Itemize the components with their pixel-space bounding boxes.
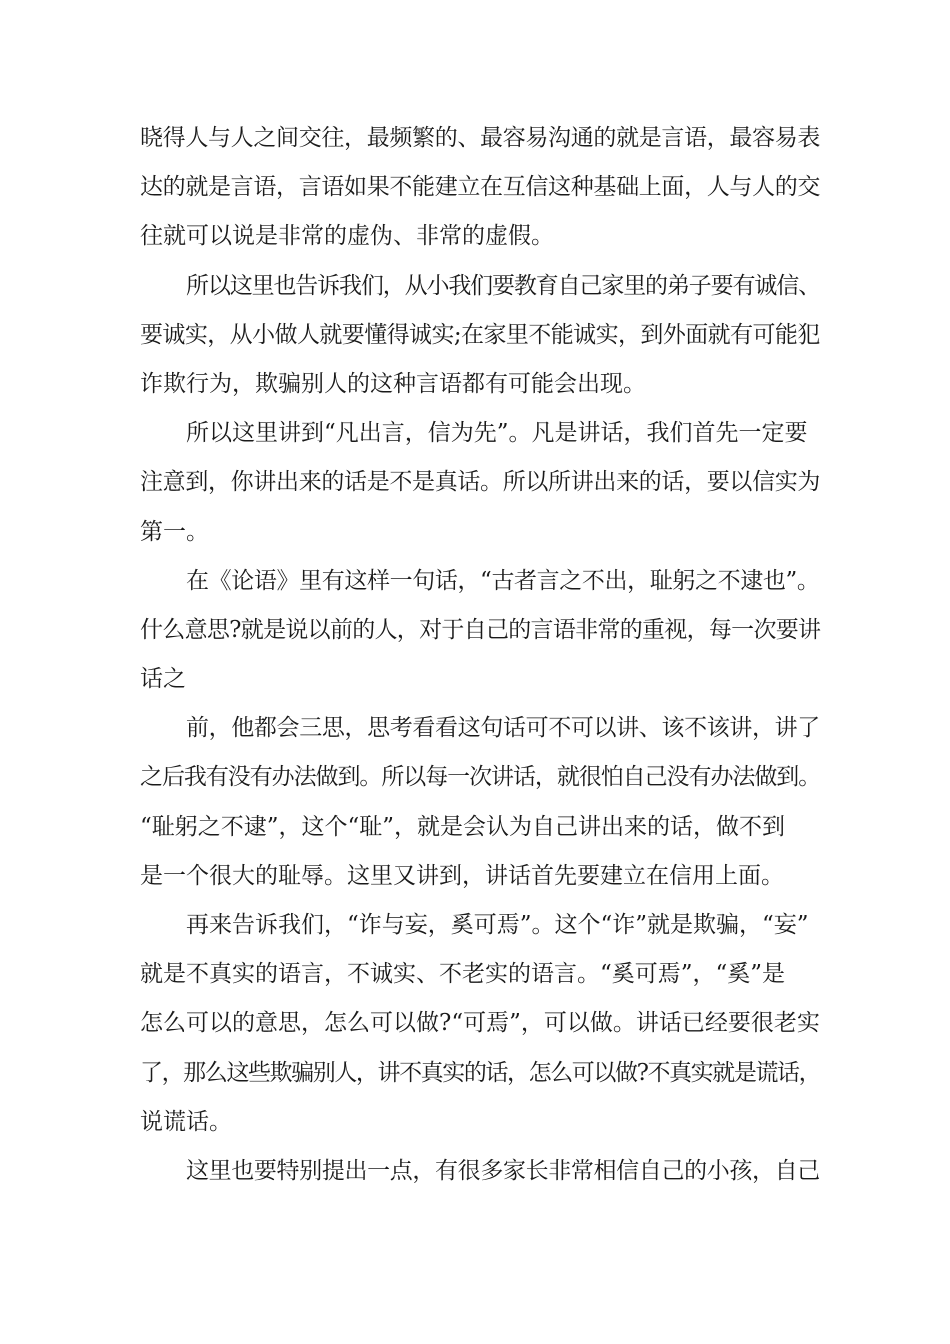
text-line: 就是不真实的语言，不诚实、不老实的语言。“奚可焉”，“奚”是 (140, 961, 786, 988)
text-line: 要诚实，从小做人就要懂得诚实;在家里不能诚实，到外面就有可能犯 (140, 321, 820, 348)
text-line: 说谎话。 (140, 1108, 232, 1135)
text-line: 所以这里讲到“凡出言，信为先”。凡是讲话，我们首先一定要 (186, 420, 808, 447)
text-line: 在《论语》里有这样一句话，“古者言之不出，耻躬之不逮也”。 (186, 567, 820, 594)
text-line: 是一个很大的耻辱。这里又讲到，讲话首先要建立在信用上面。 (140, 862, 784, 889)
document-body (140, 114, 820, 1196)
text-line: 注意到，你讲出来的话是不是真话。所以所讲出来的话，要以信实为 (140, 469, 821, 496)
text-line: 之后我有没有办法做到。所以每一次讲话，就很怕自己没有办法做到。 (140, 764, 821, 791)
text-line: 所以这里也告诉我们，从小我们要教育自己家里的弟子要有诚信、 (186, 272, 820, 299)
text-line: “耻躬之不逮”，这个“耻”，就是会认为自己讲出来的话，做不到 (140, 813, 786, 840)
text-line: 达的就是言语，言语如果不能建立在互信这种基础上面，人与人的交 (140, 174, 821, 201)
text-line: 这里也要特别提出一点，有很多家长非常相信自己的小孩，自己 (186, 1157, 820, 1184)
text-line: 什么意思?就是说以前的人，对于自己的言语非常的重视，每一次要讲 (140, 616, 821, 643)
text-line: 晓得人与人之间交往，最频繁的、最容易沟通的就是言语，最容易表 (140, 125, 821, 151)
text-line: 话之 (140, 666, 186, 693)
text-line: 往就可以说是非常的虚伪、非常的虚假。 (140, 223, 554, 250)
text-line: 了，那么这些欺骗别人，讲不真实的话，怎么可以做?不真实就是谎话， (140, 1059, 821, 1086)
text-line: 怎么可以的意思，怎么可以做?“可焉”，可以做。讲话已经要很老实 (140, 1010, 820, 1037)
text-line: 前，他都会三思，思考看看这句话可不可以讲、该不该讲，讲了 (186, 715, 820, 742)
text-line: 再来告诉我们，“诈与妄，奚可焉”。这个“诈”就是欺骗，“妄” (186, 912, 809, 938)
text-line: 诈欺行为，欺骗别人的这种言语都有可能会出现。 (140, 370, 646, 397)
text-line: 第一。 (140, 518, 209, 545)
